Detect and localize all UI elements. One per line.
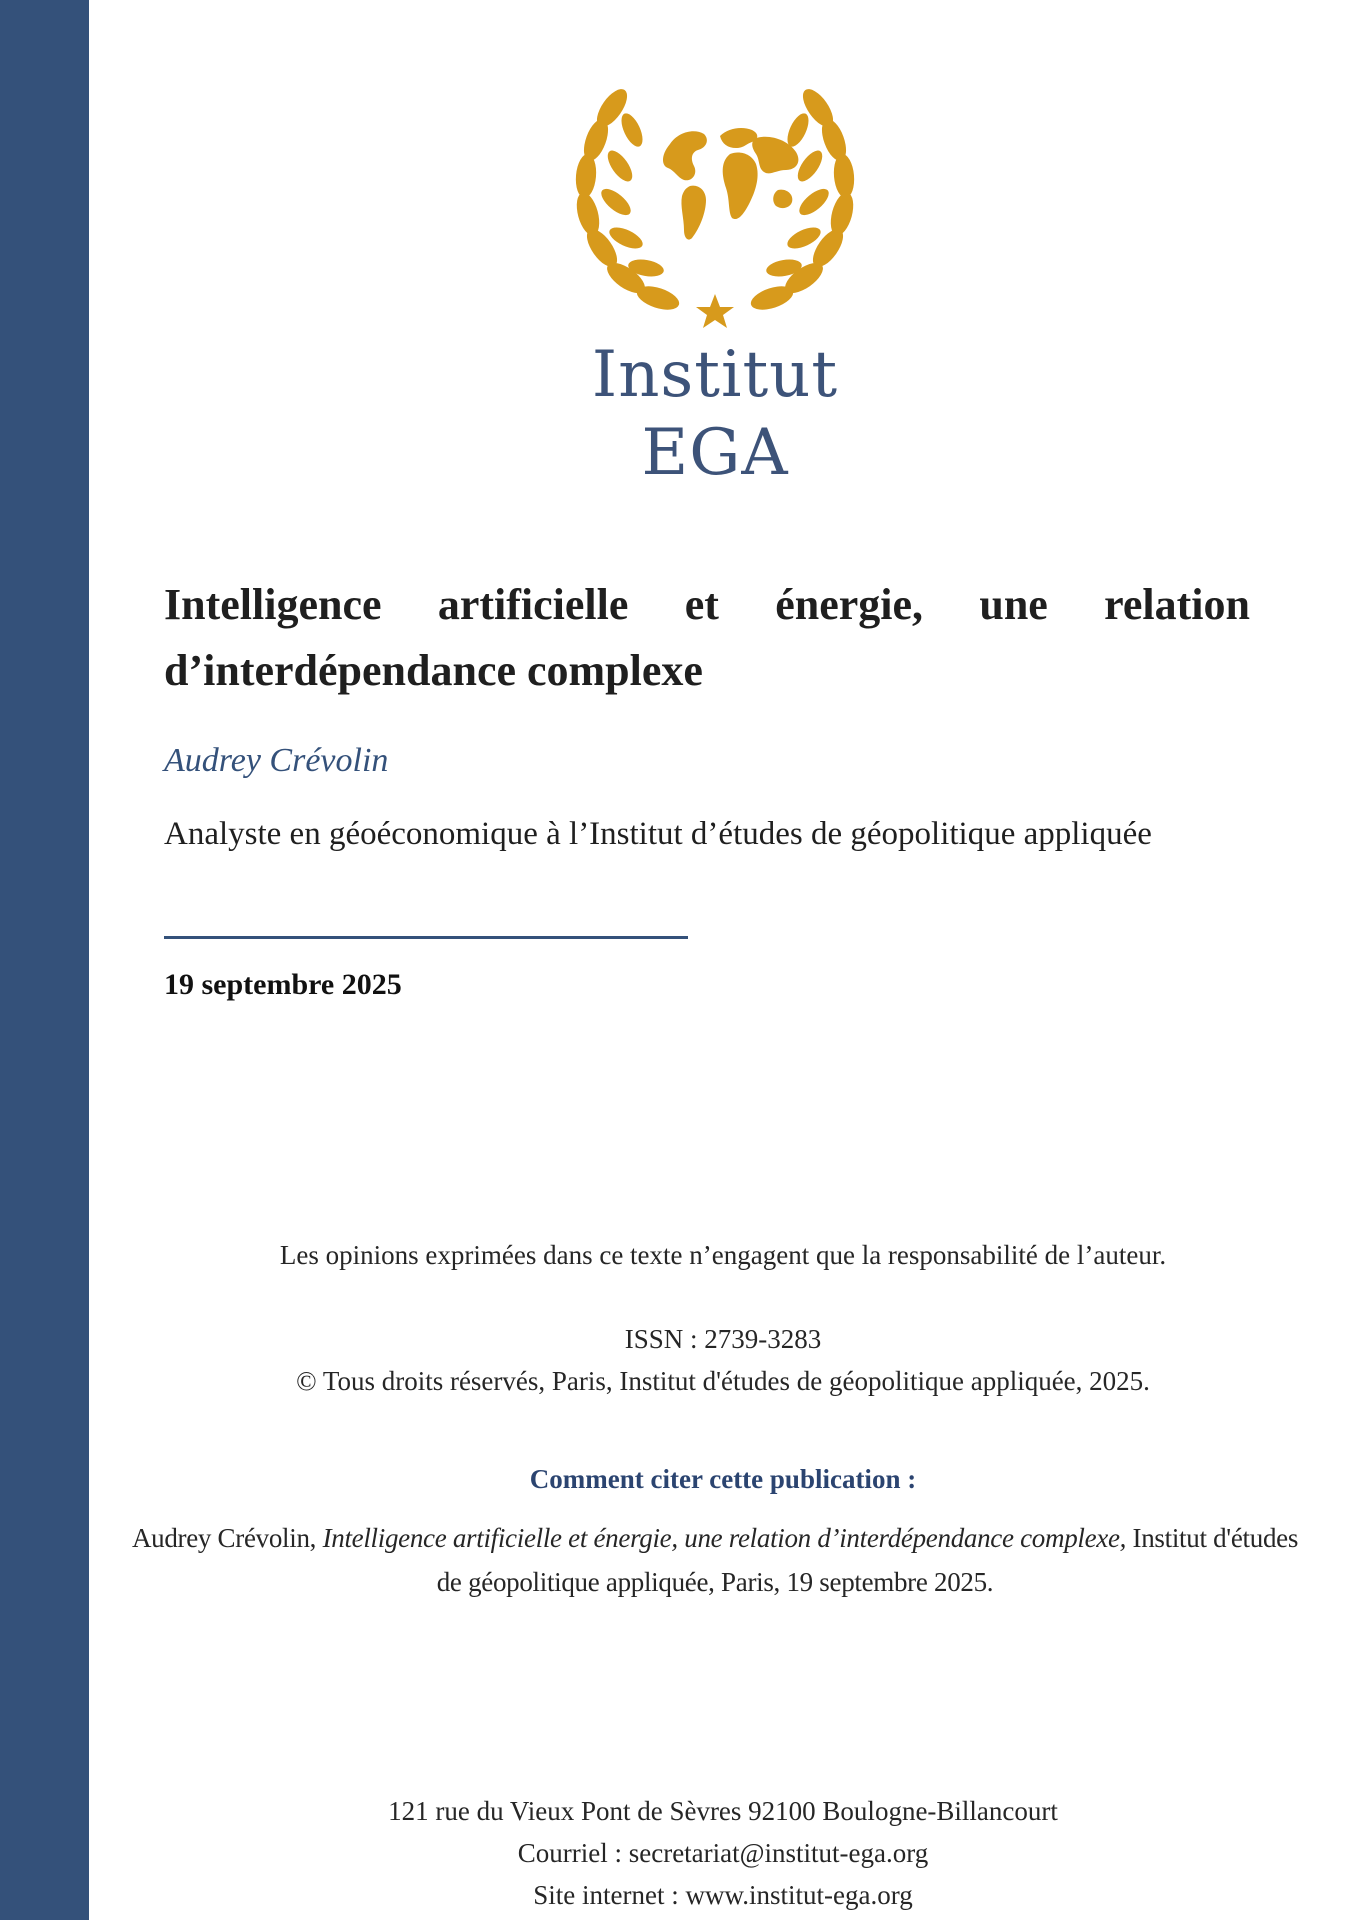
citation-author: Audrey Crévolin, [131,1523,323,1553]
footer-address: 121 rue du Vieux Pont de Sèvres 92100 Boulogne-Billancourt [388,1796,1058,1826]
issn: ISSN : 2739-3283 [624,1324,822,1354]
author-name: Audrey Crévolin [164,742,389,779]
institute-wordmark [520,336,910,492]
disclaimer: Les opinions exprimées dans ce texte n’engagent que la responsabilité de l’auteur. [279,1240,1167,1270]
laurel-wreath-globe-icon [560,78,870,338]
side-band [0,0,89,1920]
copyright-notice: © Tous droits réservés, Paris, Institut d'études de géopolitique appliquée, 2025. [296,1366,1150,1396]
citation-title: Intelligence artificielle et énergie, une relation d’interdépendance complexe, [322,1523,1127,1553]
wordmark-line-1: Institut [591,338,839,412]
citation-text [130,1516,1300,1604]
footer-email: Courriel : secretariat@institut-ega.org [517,1838,929,1868]
citation-publisher: Institut d'études de géopolitique appliquée, Paris, 19 septembre 2025. [436,1523,1299,1597]
publication-date: 19 septembre 2025 [164,968,402,1001]
document-title: Intelligence artificielle et énergie, une relation d’interdépendance complexe [164,580,1250,695]
citation-heading: Comment citer cette publication : [529,1464,917,1494]
divider-rule [164,936,688,939]
author-role: Analyste en géoéconomique à l’Institut d’études de géopolitique appliquée [164,816,1152,852]
wordmark-line-2: EGA [641,416,789,490]
footer-website: Site internet : www.institut-ega.org [533,1880,913,1910]
